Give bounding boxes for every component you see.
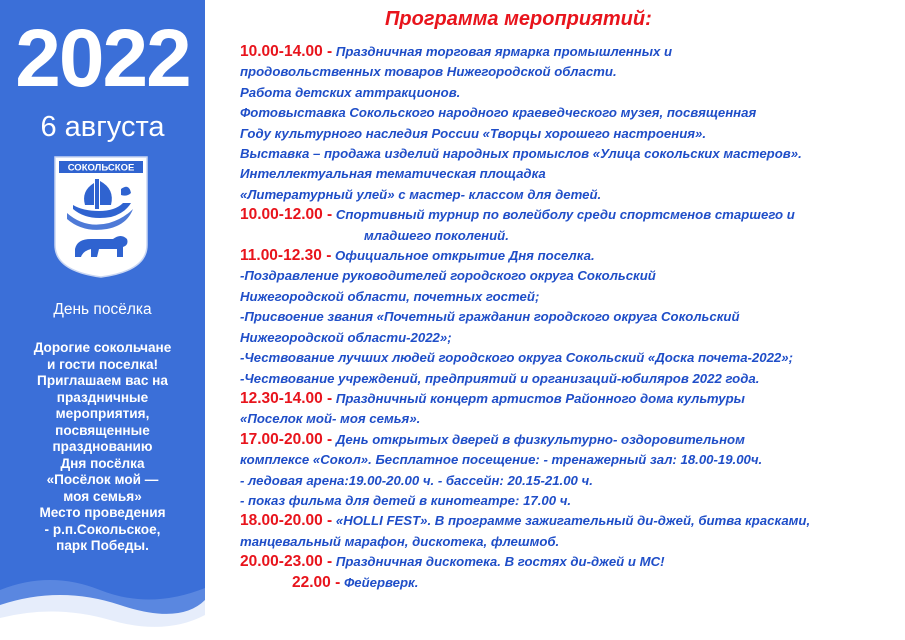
program-event xyxy=(240,42,900,205)
day-label: День посёлка xyxy=(53,301,152,318)
event-line: Нижегородской области-2022»; xyxy=(240,329,452,345)
program-event xyxy=(240,389,900,430)
program-event xyxy=(240,246,900,389)
event-line: Праздничная торговая ярмарка промышленных и xyxy=(335,44,673,59)
event-line: Спортивный турнир по волейболу среди спортсменов старшего и xyxy=(335,207,795,223)
crest-label: СОКОЛЬСКОЕ xyxy=(67,162,135,174)
event-time: 20.00-23.00 - xyxy=(240,553,333,571)
greeting-line: Дня посёлка xyxy=(60,455,145,471)
event-line: комплексе «Сокол». Бесплатное посещение: - тренажерный зал: 18.00-19.00ч. xyxy=(240,452,763,468)
event-line: Работа детских аттракционов. xyxy=(240,84,461,100)
event-time: 22.00 - xyxy=(292,573,341,591)
program-event xyxy=(240,552,900,572)
coat-of-arms-icon xyxy=(51,153,151,280)
event-line: «HOLLI FEST». В программе зажигательный ди-джей, битва красками, xyxy=(335,513,811,529)
event-line: -Присвоение звания «Почетный гражданин городского округа Сокольский xyxy=(240,309,740,325)
event-line: Фейерверк. xyxy=(343,574,419,590)
program-event xyxy=(240,573,900,593)
program-event xyxy=(240,430,900,512)
event-line: Году культурного наследия России «Творцы хорошего настроения». xyxy=(240,125,707,141)
event-time: 10.00-12.00 - xyxy=(240,206,333,224)
event-line: Фотовыставка Сокольского народного краеведческого музея, посвященная xyxy=(240,105,757,121)
greeting-text xyxy=(6,340,199,555)
wave-decoration xyxy=(0,560,205,640)
event-line: Праздничная дискотека. В гостях ди-джей и МС! xyxy=(335,554,665,570)
event-time: 18.00-20.00 - xyxy=(240,512,333,530)
event-line: продовольственных товаров Нижегородской области. xyxy=(240,64,617,80)
program-list xyxy=(240,42,900,593)
event-time: 12.30-14.00 - xyxy=(240,389,333,407)
event-line: Праздничный концерт артистов Районного дома культуры xyxy=(335,390,745,406)
greeting-line: моя семья» xyxy=(63,488,142,504)
greeting-line: и гости поселка! xyxy=(46,356,159,372)
event-line: Выставка – продажа изделий народных промыслов «Улица сокольских мастеров». xyxy=(240,146,802,162)
program-title: Программа мероприятий: xyxy=(385,8,652,30)
greeting-line: праздничные xyxy=(56,389,149,405)
event-time: 11.00-12.30 - xyxy=(240,247,332,265)
event-line: Интеллектуальная тематическая площадка xyxy=(240,166,546,182)
event-line: младшего поколений. xyxy=(364,227,509,243)
event-line: -Чествование лучших людей городского округа Сокольский «Доска почета-2022»; xyxy=(240,350,793,366)
event-line: -Чествование учреждений, предприятий и организаций-юбиляров 2022 года. xyxy=(240,370,760,386)
greeting-line: мероприятия, xyxy=(55,406,150,421)
greeting-line: - р.п.Сокольское, xyxy=(44,521,161,537)
event-line: «Литературный улей» с мастер- классом для детей. xyxy=(240,186,602,202)
event-line: Официальное открытие Дня поселка. xyxy=(335,248,595,264)
event-line: танцевальный марафон, дискотека, флешмоб. xyxy=(240,533,560,549)
greeting-line: Приглашаем вас на xyxy=(37,373,168,388)
event-line: Нижегородской области, почетных гостей; xyxy=(240,288,540,304)
year-heading: 2022 xyxy=(15,13,190,104)
event-time: 10.00-14.00 - xyxy=(240,43,333,60)
program-event xyxy=(240,205,900,246)
event-time: 17.00-20.00 - xyxy=(240,430,333,448)
event-line: День открытых дверей в физкультурно- оздоровительном xyxy=(335,431,745,447)
greeting-line: парк Победы. xyxy=(56,538,149,553)
event-line: - ледовая арена:19.00-20.00 ч. - бассейн: 20.15-21.00 ч. xyxy=(240,472,593,488)
event-line: -Поздравление руководителей городского округа Сокольский xyxy=(240,268,656,284)
greeting-line: празднованию xyxy=(52,439,153,454)
greeting-line: Место проведения xyxy=(39,505,166,520)
greeting-line: «Посёлок мой — xyxy=(46,472,159,487)
greeting-line: посвященные xyxy=(55,422,150,438)
sidebar xyxy=(0,0,205,640)
program-event xyxy=(240,511,900,552)
event-line: «Поселок мой- моя семья». xyxy=(240,411,421,427)
event-date: 6 августа xyxy=(40,111,165,143)
event-line: - показ фильма для детей в кинотеатре: 17.00 ч. xyxy=(240,492,572,508)
greeting-line: Дорогие сокольчане xyxy=(33,340,172,355)
